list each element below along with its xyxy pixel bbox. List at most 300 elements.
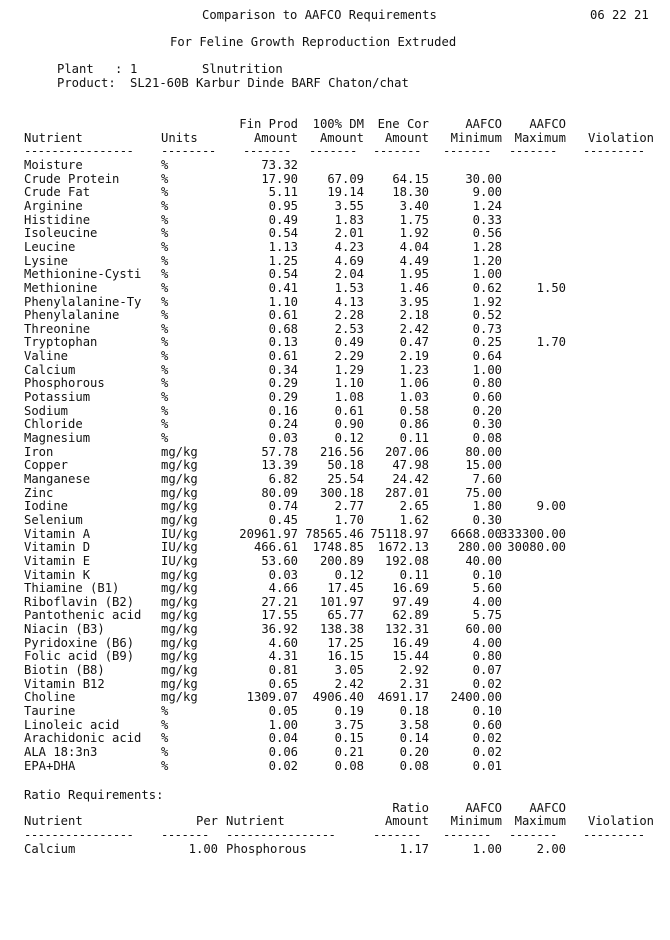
fin-prod-amount: 0.68 [268, 321, 298, 336]
fin-prod-amount: 1309.07 [246, 690, 298, 705]
fin-prod-amount: 0.24 [268, 417, 298, 432]
fin-prod-amount: 0.54 [268, 226, 298, 241]
header-violation: Violation [587, 131, 654, 145]
ene-cor-amount: 192.08 [384, 553, 429, 568]
nutrient-units: % [161, 390, 169, 405]
aafco-minimum: 1.92 [472, 294, 502, 309]
nutrient-units: % [161, 267, 169, 282]
aafco-minimum: 75.00 [465, 485, 502, 500]
dm-amount: 138.38 [319, 622, 364, 637]
ene-cor-amount: 0.14 [399, 731, 429, 746]
nutrient-units: % [161, 403, 169, 418]
plant-company: Slnutrition [202, 62, 283, 76]
ratio-header-nutrient2: Nutrient [226, 814, 285, 828]
nutrient-units: % [161, 212, 169, 227]
dm-amount: 16.15 [327, 649, 364, 664]
dm-amount: 19.14 [327, 185, 364, 200]
dm-amount: 0.15 [334, 731, 364, 746]
aafco-minimum: 80.00 [465, 444, 502, 459]
nutrient-units: % [161, 308, 169, 323]
ratio-header-ratio: Ratio [392, 801, 429, 815]
fin-prod-amount: 0.65 [268, 676, 298, 691]
nutrient-units: mg/kg [161, 594, 198, 609]
ene-cor-amount: 4.04 [399, 239, 429, 254]
header-ene-cor: Ene Cor [377, 117, 429, 131]
rule-nutrient: ---------------- [24, 144, 134, 158]
aafco-minimum: 0.56 [472, 226, 502, 241]
fin-prod-amount: 1.13 [268, 239, 298, 254]
nutrient-units: IU/kg [161, 540, 198, 555]
nutrient-units: mg/kg [161, 512, 198, 527]
aafco-minimum: 60.00 [465, 622, 502, 637]
nutrient-units: mg/kg [161, 444, 198, 459]
ene-cor-amount: 1672.13 [377, 540, 429, 555]
nutrient-units: mg/kg [161, 635, 198, 650]
ene-cor-amount: 0.47 [399, 335, 429, 350]
dm-amount: 50.18 [327, 458, 364, 473]
nutrient-name: Linoleic acid [24, 717, 120, 732]
nutrient-name: Niacin (B3) [24, 622, 105, 637]
dm-amount: 216.56 [319, 444, 364, 459]
ene-cor-amount: 3.95 [399, 294, 429, 309]
ene-cor-amount: 1.06 [399, 376, 429, 391]
dm-amount: 78565.46 [305, 526, 364, 541]
fin-prod-amount: 466.61 [253, 540, 298, 555]
ene-cor-amount: 97.49 [392, 594, 429, 609]
ene-cor-amount: 1.46 [399, 280, 429, 295]
ene-cor-amount: 0.20 [399, 744, 429, 759]
ene-cor-amount: 1.92 [399, 226, 429, 241]
report-subtitle-line [0, 35, 670, 63]
fin-prod-amount: 0.41 [268, 280, 298, 295]
nutrient-units: mg/kg [161, 499, 198, 514]
header-minimum: Minimum [450, 131, 502, 145]
ratio-header-aafco-max: AAFCO [529, 801, 566, 815]
ene-cor-amount: 16.49 [392, 635, 429, 650]
fin-prod-amount: 13.39 [261, 458, 298, 473]
report-title: Comparison to AAFCO Requirements [202, 8, 437, 22]
aafco-minimum: 0.02 [472, 676, 502, 691]
ratio-rule-amount: ------- [373, 828, 421, 842]
aafco-minimum: 1.24 [472, 198, 502, 213]
dm-amount: 0.19 [334, 704, 364, 718]
ene-cor-amount: 0.18 [399, 704, 429, 718]
dm-amount: 17.25 [327, 635, 364, 650]
aafco-minimum: 1.00 [472, 267, 502, 282]
nutrient-units: % [161, 431, 169, 445]
fin-prod-amount: 0.16 [268, 403, 298, 418]
ratio-header-amount: Amount [384, 814, 429, 828]
nutrient-units: % [161, 321, 169, 336]
fin-prod-amount: 0.49 [268, 212, 298, 227]
nutrient-units: mg/kg [161, 458, 198, 473]
fin-prod-amount: 6.82 [268, 471, 298, 486]
fin-prod-amount: 27.21 [261, 594, 298, 609]
nutrient-name: Magnesium [24, 431, 91, 445]
fin-prod-amount: 0.81 [268, 663, 298, 678]
fin-prod-amount: 0.02 [268, 758, 298, 773]
fin-prod-amount: 57.78 [261, 444, 298, 459]
nutrient-name: Phosphorous [24, 376, 105, 391]
nutrient-units: % [161, 335, 169, 350]
aafco-minimum: 0.10 [472, 567, 502, 582]
dm-amount: 1.29 [334, 362, 364, 377]
nutrient-name: Chloride [24, 417, 83, 432]
nutrient-name: EPA+DHA [24, 758, 76, 773]
dm-amount: 0.49 [334, 335, 364, 350]
ratio-header-violation: Violation [587, 814, 654, 828]
ratio-nutrient: Calcium [24, 842, 76, 856]
fin-prod-amount: 1.00 [268, 717, 298, 732]
dm-amount: 65.77 [327, 608, 364, 623]
report-subtitle: For Feline Growth Reproduction Extruded [170, 35, 457, 49]
nutrient-units: % [161, 376, 169, 391]
nutrient-name: Tryptophan [24, 335, 98, 350]
aafco-maximum: 1.50 [536, 280, 566, 295]
fin-prod-amount: 0.03 [268, 431, 298, 445]
nutrient-units: mg/kg [161, 690, 198, 705]
ene-cor-amount: 0.86 [399, 417, 429, 432]
nutrient-name: Crude Protein [24, 171, 120, 186]
header-nutrient: Nutrient [24, 131, 83, 145]
rule-min: ------- [443, 144, 491, 158]
nutrient-units: mg/kg [161, 581, 198, 596]
dm-amount: 1.83 [334, 212, 364, 227]
ene-cor-amount: 132.31 [384, 622, 429, 637]
ene-cor-amount: 75118.97 [370, 526, 429, 541]
nutrient-units: % [161, 280, 169, 295]
rule-fin-prod: ------- [243, 144, 291, 158]
aafco-minimum: 0.60 [472, 717, 502, 732]
header-maximum: Maximum [514, 131, 566, 145]
ratio-header-maximum: Maximum [514, 814, 566, 828]
nutrient-name: Moisture [24, 158, 83, 172]
fin-prod-amount: 53.60 [261, 553, 298, 568]
aafco-minimum: 0.62 [472, 280, 502, 295]
nutrient-name: Pantothenic acid [24, 608, 142, 623]
nutrient-name: Vitamin E [24, 553, 91, 568]
header-fin-prod: Fin Prod [239, 117, 298, 131]
nutrient-name: Leucine [24, 239, 76, 254]
ratio-header-aafco-min: AAFCO [465, 801, 502, 815]
ene-cor-amount: 2.19 [399, 349, 429, 364]
plant-number: 1 [130, 62, 138, 76]
ratio-rule-min: ------- [443, 828, 491, 842]
nutrient-name: Iodine [24, 499, 69, 514]
aafco-minimum: 0.30 [472, 512, 502, 527]
ene-cor-amount: 18.30 [392, 185, 429, 200]
aafco-minimum: 0.25 [472, 335, 502, 350]
fin-prod-amount: 4.60 [268, 635, 298, 650]
header-aafco-max: AAFCO [529, 117, 566, 131]
fin-prod-amount: 0.03 [268, 567, 298, 582]
nutrient-name: ALA 18:3n3 [24, 744, 98, 759]
nutrient-name: Lysine [24, 253, 69, 268]
nutrient-units: mg/kg [161, 485, 198, 500]
ene-cor-amount: 1.03 [399, 390, 429, 405]
ene-cor-amount: 0.11 [399, 431, 429, 445]
nutrient-name: Potassium [24, 390, 91, 405]
nutrient-name: Isoleucine [24, 226, 98, 241]
aafco-maximum: 30080.00 [507, 540, 566, 555]
fin-prod-amount: 20961.97 [239, 526, 298, 541]
ene-cor-amount: 2.42 [399, 321, 429, 336]
ratio-header-nutrient: Nutrient [24, 814, 83, 828]
report-date: 06 22 21 [590, 8, 649, 22]
ratio-nutrient2: Phosphorous [226, 842, 307, 856]
rule-dm: ------- [309, 144, 357, 158]
dm-amount: 2.53 [334, 321, 364, 336]
fin-prod-amount: 0.54 [268, 267, 298, 282]
nutrient-name: Selenium [24, 512, 83, 527]
aafco-minimum: 0.20 [472, 403, 502, 418]
fin-prod-amount: 0.29 [268, 390, 298, 405]
ene-cor-amount: 3.40 [399, 198, 429, 213]
aafco-minimum: 4.00 [472, 594, 502, 609]
ene-cor-amount: 0.58 [399, 403, 429, 418]
header-aafco-min: AAFCO [465, 117, 502, 131]
ratio-amount: 1.17 [399, 842, 429, 856]
ene-cor-amount: 0.08 [399, 758, 429, 773]
dm-amount: 1.53 [334, 280, 364, 295]
nutrient-units: mg/kg [161, 608, 198, 623]
ratio-section-title: Ratio Requirements: [24, 788, 164, 802]
nutrient-name: Valine [24, 349, 69, 364]
dm-amount: 1.08 [334, 390, 364, 405]
ene-cor-amount: 287.01 [384, 485, 429, 500]
fin-prod-amount: 5.11 [268, 185, 298, 200]
nutrient-name: Vitamin K [24, 567, 91, 582]
nutrient-units: % [161, 417, 169, 432]
nutrient-name: Arginine [24, 198, 83, 213]
aafco-minimum: 0.80 [472, 376, 502, 391]
dm-amount: 2.28 [334, 308, 364, 323]
aafco-minimum: 0.01 [472, 758, 502, 773]
ene-cor-amount: 2.18 [399, 308, 429, 323]
nutrient-units: % [161, 158, 169, 172]
fin-prod-amount: 0.61 [268, 349, 298, 364]
aafco-minimum: 0.52 [472, 308, 502, 323]
nutrient-name: Methionine-Cysti [24, 267, 142, 282]
aafco-minimum: 1.20 [472, 253, 502, 268]
ene-cor-amount: 3.58 [399, 717, 429, 732]
aafco-minimum: 0.08 [472, 431, 502, 445]
nutrient-units: % [161, 253, 169, 268]
fin-prod-amount: 0.04 [268, 731, 298, 746]
nutrient-name: Histidine [24, 212, 91, 227]
aafco-minimum: 2400.00 [450, 690, 502, 705]
aafco-minimum: 40.00 [465, 553, 502, 568]
rule-max: ------- [509, 144, 557, 158]
nutrient-units: mg/kg [161, 567, 198, 582]
nutrient-units: % [161, 362, 169, 377]
plant-separator: : [115, 62, 123, 76]
fin-prod-amount: 73.32 [261, 158, 298, 172]
aafco-minimum: 9.00 [472, 185, 502, 200]
ene-cor-amount: 24.42 [392, 471, 429, 486]
nutrient-units: mg/kg [161, 676, 198, 691]
dm-amount: 0.90 [334, 417, 364, 432]
aafco-minimum: 15.00 [465, 458, 502, 473]
ene-cor-amount: 15.44 [392, 649, 429, 664]
ratio-maximum: 2.00 [536, 842, 566, 856]
dm-amount: 3.05 [334, 663, 364, 678]
nutrient-units: % [161, 717, 169, 732]
ene-cor-amount: 207.06 [384, 444, 429, 459]
fin-prod-amount: 17.90 [261, 171, 298, 186]
ratio-row [0, 842, 670, 940]
nutrient-name: Choline [24, 690, 76, 705]
fin-prod-amount: 0.95 [268, 198, 298, 213]
fin-prod-amount: 36.92 [261, 622, 298, 637]
dm-amount: 0.12 [334, 431, 364, 445]
aafco-minimum: 0.80 [472, 649, 502, 664]
dm-amount: 4.13 [334, 294, 364, 309]
dm-amount: 0.08 [334, 758, 364, 773]
aafco-minimum: 0.30 [472, 417, 502, 432]
nutrient-name: Zinc [24, 485, 54, 500]
ene-cor-amount: 4.49 [399, 253, 429, 268]
nutrient-name: Calcium [24, 362, 76, 377]
product-label: Product: [57, 76, 116, 90]
nutrient-name: Threonine [24, 321, 91, 336]
ene-cor-amount: 62.89 [392, 608, 429, 623]
ene-cor-amount: 0.11 [399, 567, 429, 582]
aafco-minimum: 1.00 [472, 362, 502, 377]
product-line [0, 76, 670, 118]
nutrient-units: mg/kg [161, 471, 198, 486]
aafco-minimum: 6668.00 [450, 526, 502, 541]
fin-prod-amount: 1.25 [268, 253, 298, 268]
ene-cor-amount: 2.65 [399, 499, 429, 514]
dm-amount: 17.45 [327, 581, 364, 596]
aafco-minimum: 4.00 [472, 635, 502, 650]
nutrient-name: Arachidonic acid [24, 731, 142, 746]
nutrient-name: Vitamin B12 [24, 676, 105, 691]
nutrient-name: Phenylalanine [24, 308, 120, 323]
dm-amount: 300.18 [319, 485, 364, 500]
header-amount-fin-prod: Amount [253, 131, 298, 145]
aafco-minimum: 0.02 [472, 731, 502, 746]
nutrient-units: % [161, 744, 169, 759]
nutrient-name: Manganese [24, 471, 91, 486]
dm-amount: 1748.85 [312, 540, 364, 555]
nutrient-units: % [161, 226, 169, 241]
nutrient-units: % [161, 185, 169, 200]
dm-amount: 200.89 [319, 553, 364, 568]
nutrient-name: Phenylalanine-Ty [24, 294, 142, 309]
ene-cor-amount: 1.95 [399, 267, 429, 282]
nutrient-units: IU/kg [161, 526, 198, 541]
dm-amount: 101.97 [319, 594, 364, 609]
ratio-rule-nutrient2: ---------------- [226, 828, 336, 842]
ene-cor-amount: 1.62 [399, 512, 429, 527]
nutrient-units: % [161, 349, 169, 364]
nutrient-units: % [161, 731, 169, 746]
dm-amount: 4906.40 [312, 690, 364, 705]
aafco-minimum: 0.02 [472, 744, 502, 759]
ratio-minimum: 1.00 [472, 842, 502, 856]
nutrient-name: Biotin (B8) [24, 663, 105, 678]
fin-prod-amount: 0.34 [268, 362, 298, 377]
nutrient-name: Crude Fat [24, 185, 91, 200]
nutrient-units: mg/kg [161, 622, 198, 637]
ratio-header-per: Per [195, 814, 218, 828]
aafco-minimum: 0.73 [472, 321, 502, 336]
aafco-minimum: 1.80 [472, 499, 502, 514]
ene-cor-amount: 16.69 [392, 581, 429, 596]
nutrient-name: Vitamin A [24, 526, 91, 541]
nutrient-name: Thiamine (B1) [24, 581, 120, 596]
nutrient-name: Vitamin D [24, 540, 91, 555]
aafco-minimum: 30.00 [465, 171, 502, 186]
aafco-minimum: 0.64 [472, 349, 502, 364]
nutrient-units: % [161, 758, 169, 773]
fin-prod-amount: 0.06 [268, 744, 298, 759]
nutrient-name: Folic acid (B9) [24, 649, 135, 664]
dm-amount: 2.77 [334, 499, 364, 514]
plant-label: Plant [57, 62, 94, 76]
dm-amount: 2.42 [334, 676, 364, 691]
fin-prod-amount: 80.09 [261, 485, 298, 500]
aafco-maximum: 1.70 [536, 335, 566, 350]
nutrient-name: Taurine [24, 704, 76, 718]
dm-amount: 2.04 [334, 267, 364, 282]
nutrient-name: Riboflavin (B2) [24, 594, 135, 609]
header-amount-ene: Amount [384, 131, 429, 145]
nutrient-units: % [161, 704, 169, 718]
fin-prod-amount: 4.66 [268, 581, 298, 596]
dm-amount: 0.61 [334, 403, 364, 418]
dm-amount: 3.75 [334, 717, 364, 732]
nutrient-units: IU/kg [161, 553, 198, 568]
fin-prod-amount: 0.05 [268, 704, 298, 718]
dm-amount: 3.55 [334, 198, 364, 213]
ene-cor-amount: 64.15 [392, 171, 429, 186]
aafco-minimum: 7.60 [472, 471, 502, 486]
dm-amount: 0.12 [334, 567, 364, 582]
ratio-rule-max: ------- [509, 828, 557, 842]
dm-amount: 25.54 [327, 471, 364, 486]
fin-prod-amount: 4.31 [268, 649, 298, 664]
ene-cor-amount: 1.75 [399, 212, 429, 227]
aafco-maximum: 9.00 [536, 499, 566, 514]
header-units: Units [161, 131, 198, 145]
rule-ene: ------- [373, 144, 421, 158]
ratio-per: 1.00 [188, 842, 218, 856]
ratio-rule-per: ------- [161, 828, 209, 842]
aafco-minimum: 5.60 [472, 581, 502, 596]
dm-amount: 1.70 [334, 512, 364, 527]
rule-violation: --------- [583, 144, 645, 158]
nutrient-name: Pyridoxine (B6) [24, 635, 135, 650]
product-value: SL21-60B Karbur Dinde BARF Chaton/chat [130, 76, 409, 90]
ene-cor-amount: 4691.17 [377, 690, 429, 705]
dm-amount: 4.23 [334, 239, 364, 254]
nutrient-name: Methionine [24, 280, 98, 295]
fin-prod-amount: 17.55 [261, 608, 298, 623]
aafco-minimum: 0.07 [472, 663, 502, 678]
ratio-rule-violation: --------- [583, 828, 645, 842]
fin-prod-amount: 0.74 [268, 499, 298, 514]
nutrient-name: Iron [24, 444, 54, 459]
aafco-minimum: 0.60 [472, 390, 502, 405]
aafco-minimum: 280.00 [457, 540, 502, 555]
nutrient-units: mg/kg [161, 663, 198, 678]
header-dm: 100% DM [312, 117, 364, 131]
rule-units: -------- [161, 144, 216, 158]
ene-cor-amount: 1.23 [399, 362, 429, 377]
